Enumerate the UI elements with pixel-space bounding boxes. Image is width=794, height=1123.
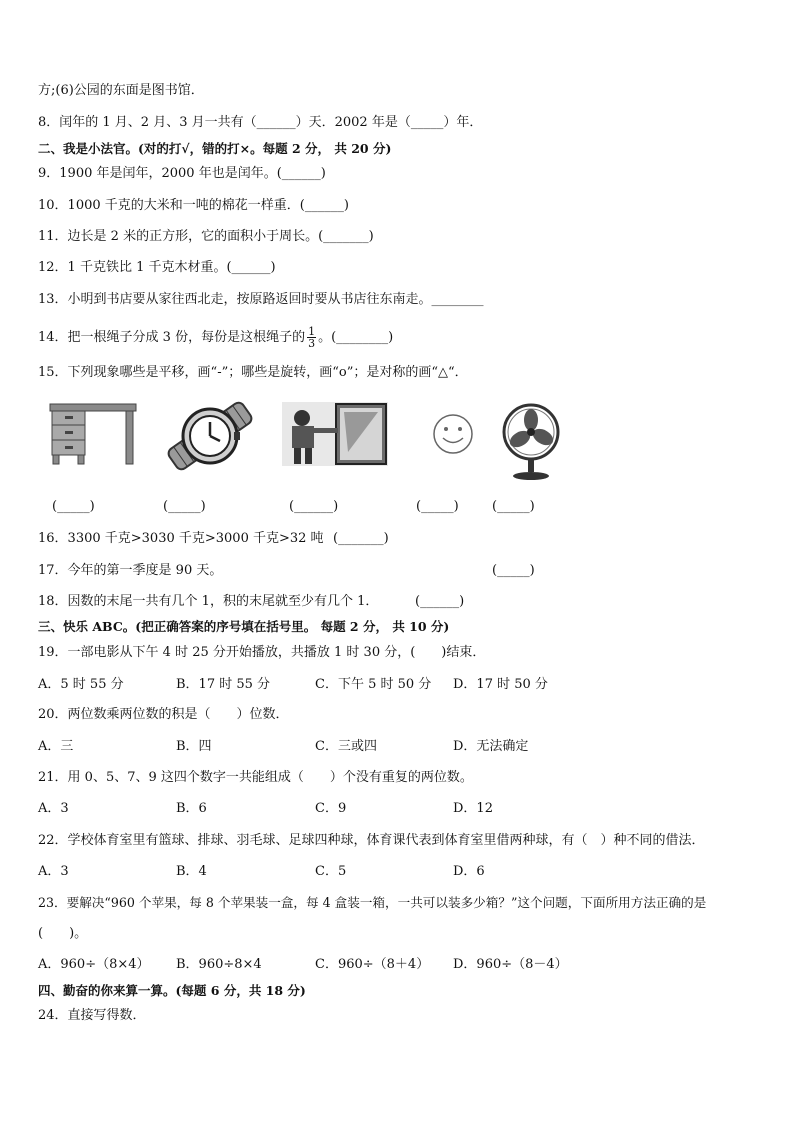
question-9: 9．1900 年是闰年，2000 年也是闰年。(______) bbox=[38, 166, 326, 181]
picture-answer-blank[interactable]: (_____) bbox=[492, 499, 535, 514]
section-2-heading: 二、我是小法官。(对的打√，错的打×。每题 2 分， 共 20 分) bbox=[38, 141, 392, 156]
question-24: 24．直接写得数． bbox=[38, 1008, 146, 1023]
question-21: 21．用 0、5、7、9 这四个数字一共能组成（ ）个没有重复的两位数。 bbox=[38, 770, 473, 785]
option-c[interactable]: C．下午 5 时 50 分 bbox=[315, 677, 432, 692]
option-a[interactable]: A．3 bbox=[38, 864, 69, 879]
option-a[interactable]: A．3 bbox=[38, 801, 69, 816]
option-c[interactable]: C．5 bbox=[315, 864, 347, 879]
question-15: 15．下列现象哪些是平移，画“-”；哪些是旋转，画“o”；是对称的画“△“． bbox=[38, 365, 468, 380]
option-a[interactable]: A．5 时 55 分 bbox=[38, 677, 124, 692]
question-11: 11．边长是 2 米的正方形，它的面积小于周长。(_______) bbox=[38, 229, 374, 244]
window-person-image bbox=[282, 402, 388, 466]
option-b[interactable]: B．17 时 55 分 bbox=[176, 677, 271, 692]
question-12: 12．1 千克铁比 1 千克木材重。(______) bbox=[38, 260, 276, 275]
fraction-denominator: 3 bbox=[308, 337, 316, 350]
question-10: 10．1000 千克的大米和一吨的棉花一样重．(______) bbox=[38, 198, 349, 213]
question-16: 16．3300 千克>3030 千克>3000 千克>32 吨 bbox=[38, 531, 324, 546]
option-b[interactable]: B．四 bbox=[176, 739, 212, 754]
question-23: 23．要解决“960 个苹果，每 8 个苹果装一盒，每 4 盒装一箱，一共可以装多少箱？”这个问题，下面所用方法正确的是 bbox=[38, 895, 707, 910]
question-13: 13．小明到书店要从家往西北走，按原路返回时要从书店往东南走。________ bbox=[38, 292, 484, 307]
option-d[interactable]: D．12 bbox=[453, 801, 493, 816]
option-c[interactable]: C．三或四 bbox=[315, 739, 377, 754]
section-3-heading: 三、快乐 ABC。(把正确答案的序号填在括号里。 每题 2 分， 共 10 分) bbox=[38, 619, 450, 634]
option-a[interactable]: A．三 bbox=[38, 739, 74, 754]
picture-answer-blank[interactable]: (_____) bbox=[52, 499, 95, 514]
text-line-park: 方;(6)公园的东面是图书馆． bbox=[38, 83, 204, 98]
question-23-paren: ( )。 bbox=[38, 926, 88, 941]
option-d[interactable]: D．960÷（8－4） bbox=[453, 957, 568, 972]
section-4-heading: 四、勤奋的你来算一算。(每题 6 分，共 18 分) bbox=[38, 983, 306, 998]
option-b[interactable]: B．960÷8×4 bbox=[176, 957, 262, 972]
watch-image bbox=[160, 396, 260, 476]
question-17: 17．今年的第一季度是 90 天。 bbox=[38, 563, 223, 578]
option-c[interactable]: C．960÷（8＋4） bbox=[315, 957, 430, 972]
question-14-text: 14．把一根绳子分成 3 份，每份是这根绳子的 bbox=[38, 330, 306, 345]
option-d[interactable]: D．无法确定 bbox=[453, 739, 529, 754]
electric-fan-image bbox=[498, 402, 564, 482]
question-8: 8．闰年的 1 月、2 月、3 月一共有（______）天．2002 年是（_____）年． bbox=[38, 115, 483, 130]
option-d[interactable]: D．17 时 50 分 bbox=[453, 677, 548, 692]
question-16-blank[interactable]: (_______) bbox=[333, 531, 389, 546]
fraction-one-third bbox=[307, 326, 316, 349]
question-18-blank[interactable]: (______) bbox=[415, 594, 465, 609]
option-b[interactable]: B．6 bbox=[176, 801, 207, 816]
option-b[interactable]: B．4 bbox=[176, 864, 207, 879]
option-a[interactable]: A．960÷（8×4） bbox=[38, 957, 150, 972]
question-19: 19．一部电影从下午 4 时 25 分开始播放，共播放 1 时 30 分，( )结束． bbox=[38, 645, 486, 660]
picture-answer-blank[interactable]: (_____) bbox=[416, 499, 459, 514]
option-c[interactable]: C．9 bbox=[315, 801, 347, 816]
desk-image bbox=[48, 400, 138, 466]
question-14-blank: 。(________) bbox=[318, 330, 394, 345]
question-20: 20．两位数乘两位数的积是（ ）位数． bbox=[38, 707, 289, 722]
question-17-blank[interactable]: (_____) bbox=[492, 563, 535, 578]
question-22: 22．学校体育室里有篮球、排球、羽毛球、足球四种球，体育课代表到体育室里借两种球，有（ ）种不同的借法． bbox=[38, 833, 705, 848]
question-18: 18．因数的末尾一共有几个 1，积的末尾就至少有几个 1． bbox=[38, 594, 379, 609]
option-d[interactable]: D．6 bbox=[453, 864, 485, 879]
fraction-numerator: 1 bbox=[308, 325, 316, 338]
picture-answer-blank[interactable]: (______) bbox=[289, 499, 339, 514]
question-14 bbox=[38, 325, 393, 351]
smiley-face-image bbox=[432, 413, 474, 455]
picture-answer-blank[interactable]: (_____) bbox=[163, 499, 206, 514]
